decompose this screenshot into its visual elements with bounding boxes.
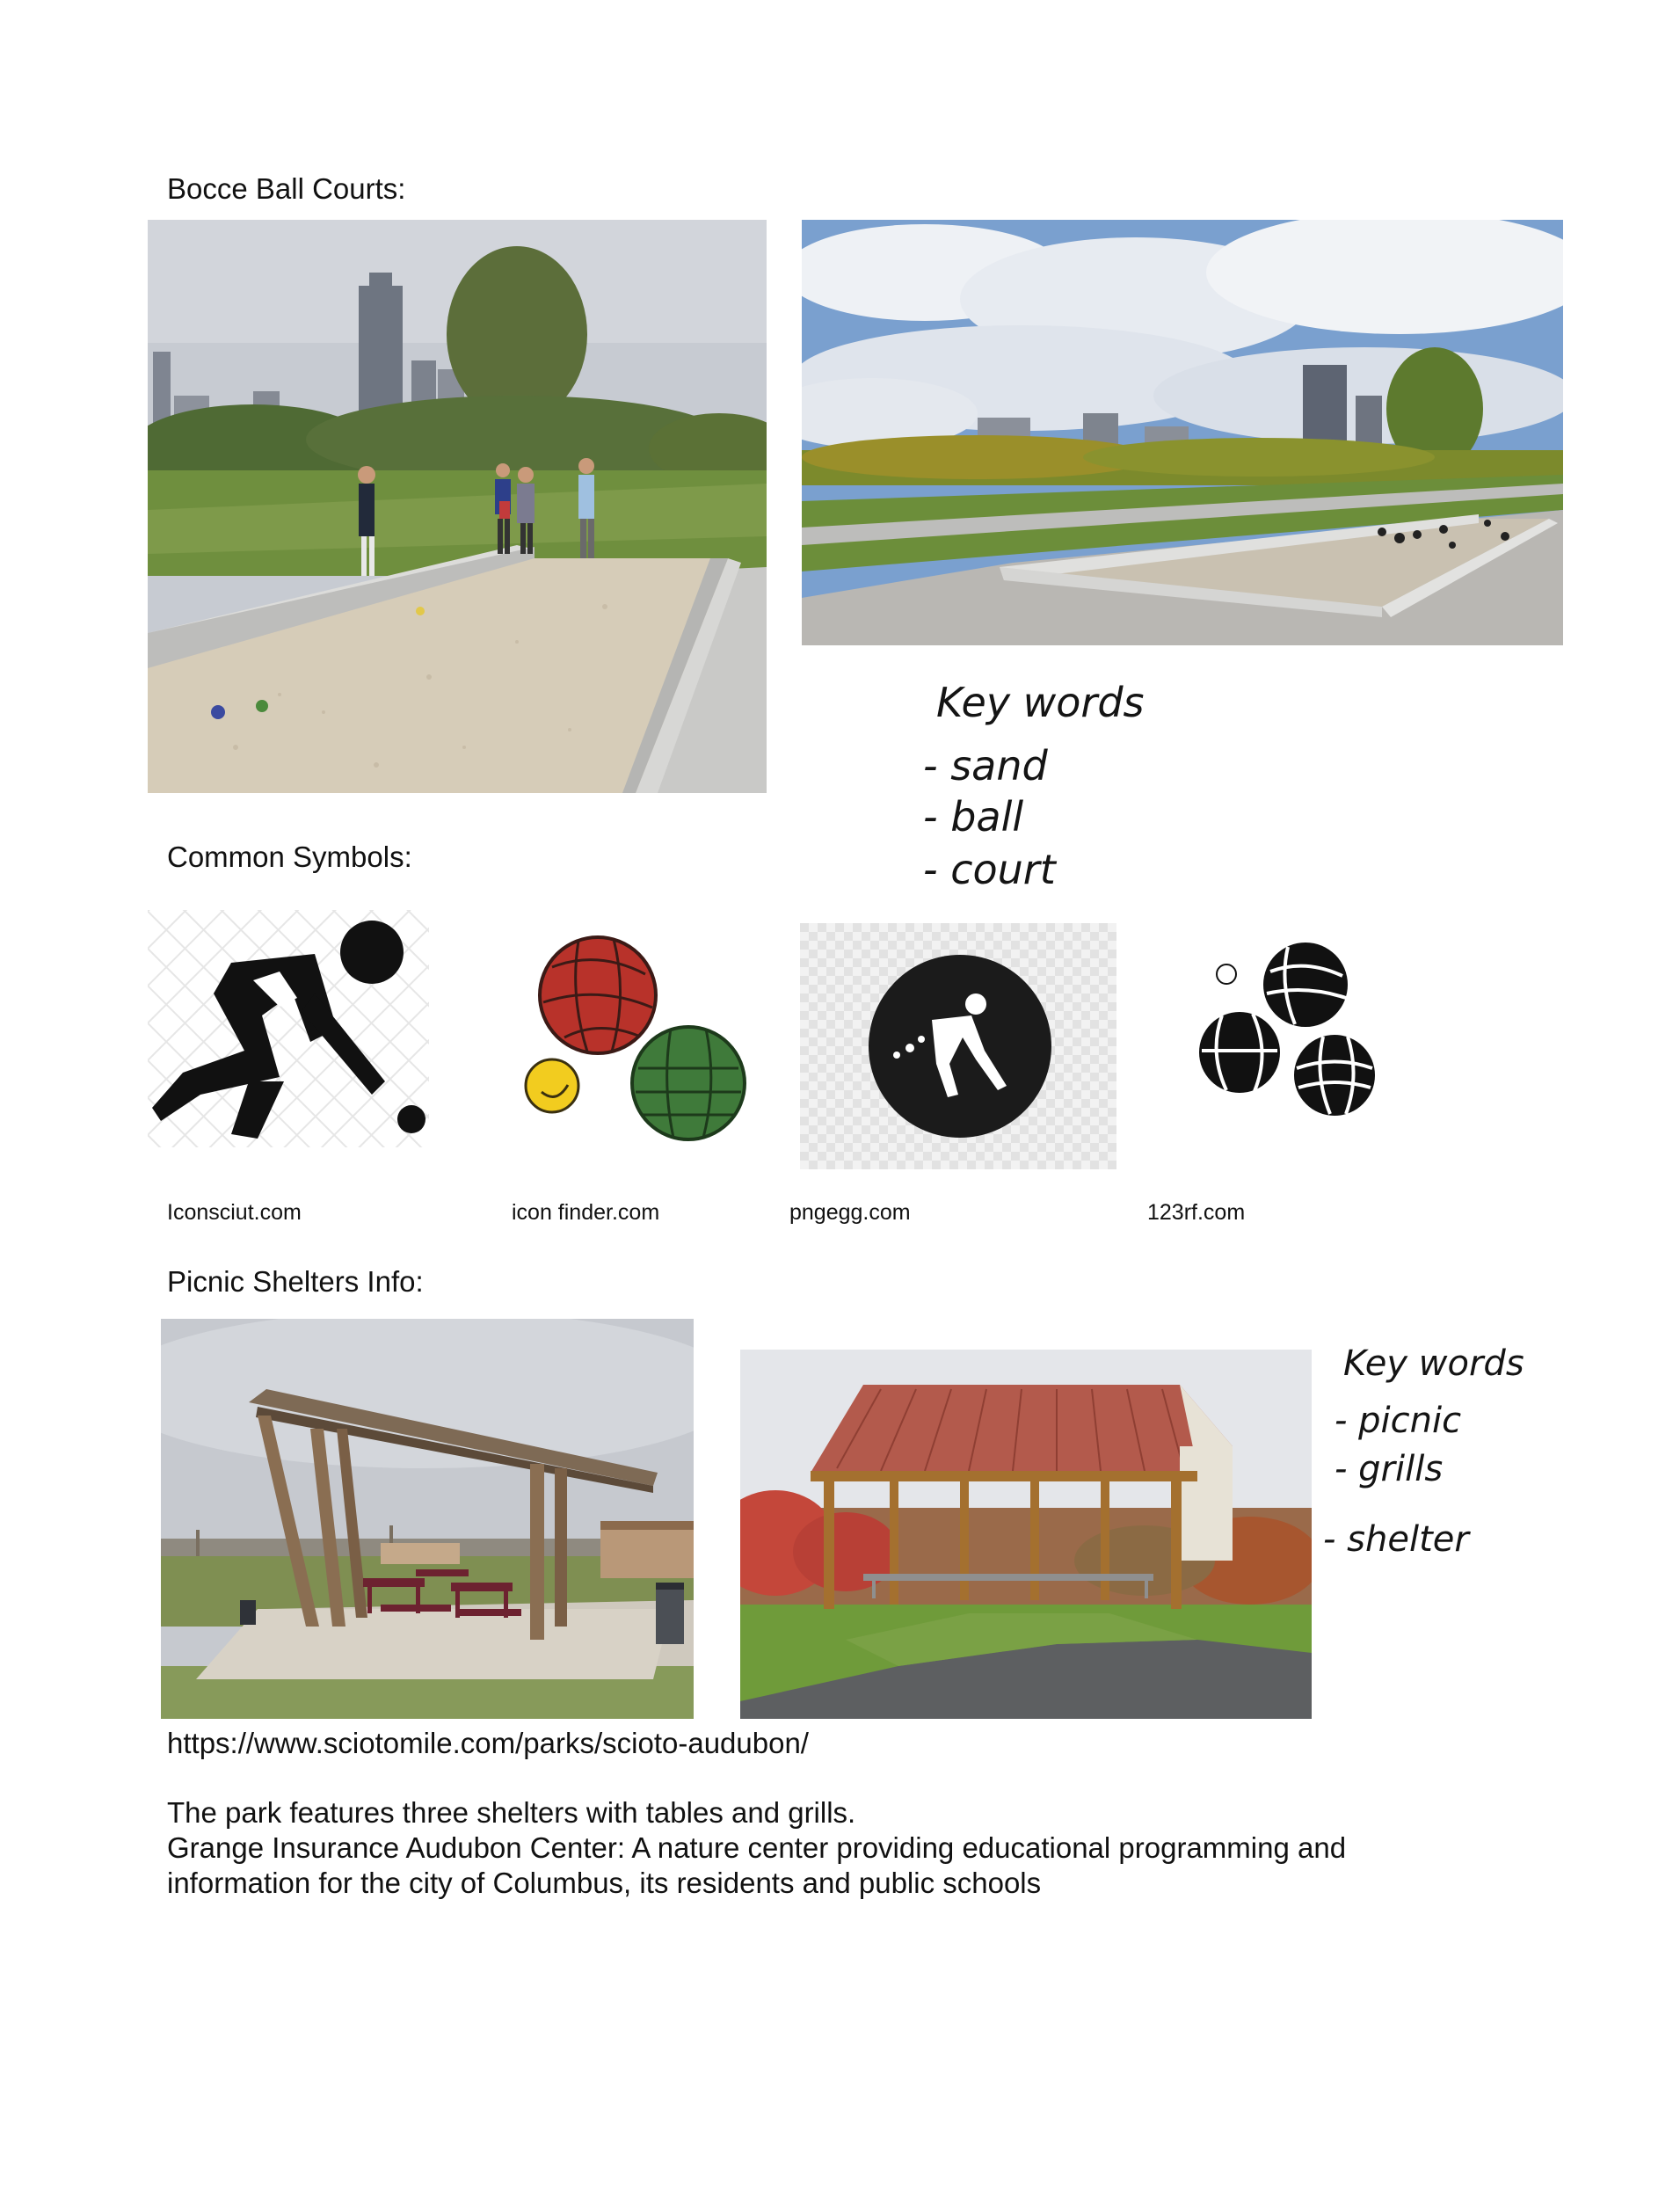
picnic-keyword-item: - shelter xyxy=(1323,1519,1469,1560)
symbols-heading: Common Symbols: xyxy=(167,841,412,873)
bocce-court-photo-skyline xyxy=(802,220,1563,645)
picnic-shelter-photo-pavilion xyxy=(740,1350,1312,1719)
bocce-keywords-title: Key words xyxy=(936,679,1145,726)
picnic-heading: Picnic Shelters Info: xyxy=(167,1265,424,1298)
picnic-keyword-item: - picnic xyxy=(1335,1401,1462,1441)
bocce-balls-black-icon xyxy=(1191,936,1389,1130)
park-url-link[interactable]: https://www.sciotomile.com/parks/scioto-audubon/ xyxy=(167,1727,809,1759)
bocce-court-photo-players xyxy=(148,220,767,793)
symbol-source-caption: Iconsciut.com xyxy=(167,1200,302,1225)
bocce-keyword-item: - court xyxy=(923,846,1056,893)
picnic-keyword-item: - grills xyxy=(1335,1449,1444,1489)
bocce-keyword-item: - ball xyxy=(923,793,1024,841)
symbol-source-caption: pngegg.com xyxy=(789,1200,911,1225)
bocce-heading: Bocce Ball Courts: xyxy=(167,172,406,205)
picnic-shelter-photo-modern xyxy=(161,1319,694,1719)
picnic-keywords-title: Key words xyxy=(1343,1343,1524,1384)
description-line: The park features three shelters with tables and grills. xyxy=(167,1796,856,1829)
bocce-balls-color-icon xyxy=(491,897,763,1169)
bocce-keyword-item: - sand xyxy=(923,742,1048,790)
symbol-source-caption: 123rf.com xyxy=(1147,1200,1246,1225)
description-paragraph: Grange Insurance Audubon Center: A nature center providing educational programming and information for the city of Columbus, its residents and public schools xyxy=(167,1831,1347,1899)
bocce-player-icon xyxy=(148,910,429,1147)
bocce-circle-icon xyxy=(800,923,1116,1169)
symbol-source-caption: icon finder.com xyxy=(512,1200,660,1225)
